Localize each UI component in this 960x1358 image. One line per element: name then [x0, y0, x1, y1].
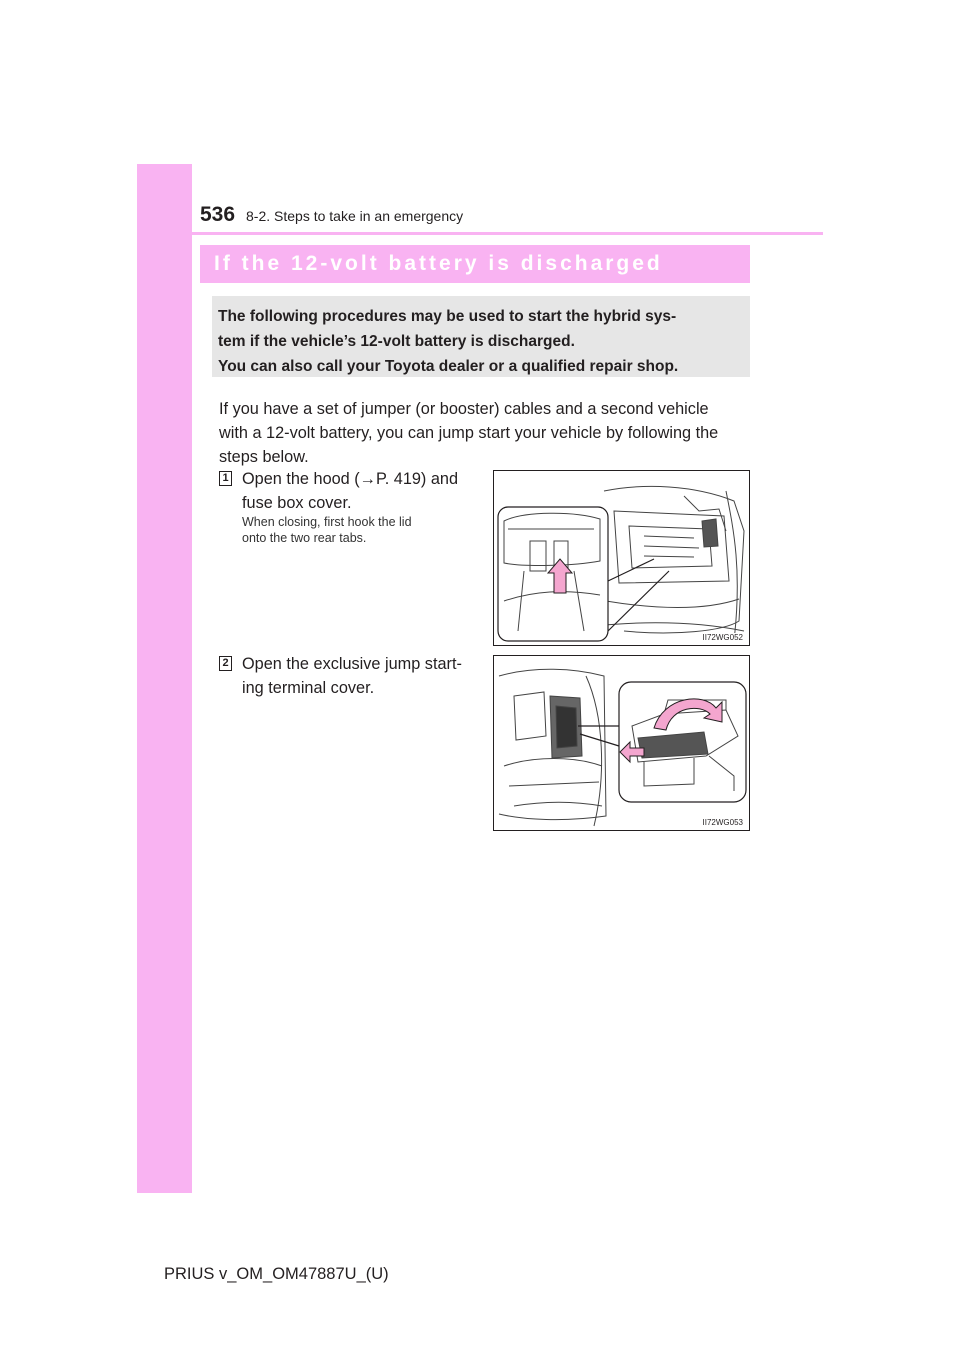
step-line: Open the exclusive jump start-	[242, 655, 462, 673]
body-line: with a 12-volt battery, you can jump start your vehicle by following the	[219, 424, 719, 442]
step-instruction	[242, 652, 476, 700]
page-title: If the 12-volt battery is discharged	[214, 252, 663, 275]
page-number: 536	[200, 203, 236, 226]
engine-bay-drawing-1	[494, 471, 750, 646]
step-line: ing terminal cover.	[242, 679, 375, 697]
step-number-badge: 1	[219, 471, 232, 486]
body-line: If you have a set of jumper (or booster) cables and a second vehicle	[219, 400, 709, 418]
step-number-badge: 2	[219, 656, 232, 671]
document-footer: PRIUS v_OM_OM47887U_(U)	[164, 1265, 389, 1283]
note-line: onto the two rear tabs.	[242, 531, 367, 545]
body-paragraph	[219, 397, 750, 469]
intro-box	[212, 296, 750, 377]
figure-code: II72WG053	[702, 818, 743, 827]
intro-line-1: The following procedures may be used to start the hybrid sys-	[218, 308, 677, 325]
intro-line	[218, 304, 742, 329]
body-line: steps below.	[219, 448, 309, 466]
intro-line: tem if the vehicle’s 12-volt battery is discharged.	[218, 333, 575, 350]
side-tab-bar	[137, 164, 192, 1193]
section-heading: 8-2. Steps to take in an emergency	[246, 208, 464, 224]
header-divider	[192, 232, 823, 235]
jump-start-terminal-illustration	[493, 655, 750, 831]
step-line: fuse box cover.	[242, 494, 352, 512]
fuse-box-cover-illustration	[493, 470, 750, 646]
title-banner	[200, 245, 750, 283]
step-note	[242, 514, 476, 546]
note-line: When closing, first hook the lid	[242, 515, 412, 529]
step-instruction	[242, 467, 476, 515]
figure-code: II72WG052	[702, 633, 743, 642]
step-line: Open the hood (→P. 419) and	[242, 470, 459, 488]
engine-bay-drawing-2	[494, 656, 750, 831]
intro-line: You can also call your Toyota dealer or a qualified repair shop.	[218, 358, 679, 375]
